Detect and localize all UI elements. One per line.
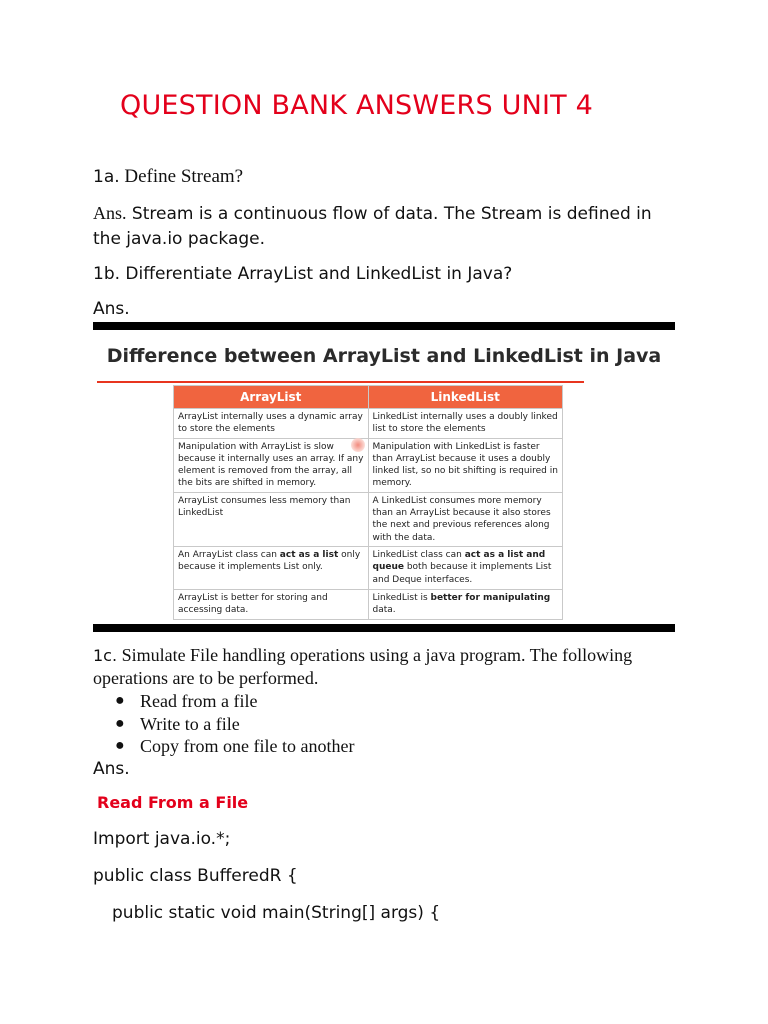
table-cell: ArrayList consumes less memory than LinkedList — [174, 492, 369, 546]
comparison-table — [173, 385, 563, 620]
bottom-divider — [93, 624, 675, 632]
code-line: public static void main(String[] args) { — [112, 903, 441, 923]
column-header-linkedlist: LinkedList — [368, 386, 563, 409]
cell-text: data. — [372, 605, 396, 616]
column-header-arraylist: ArrayList — [174, 386, 369, 409]
question-1a — [93, 166, 243, 188]
bullet-icon: ● — [115, 714, 125, 732]
figure-underline — [97, 381, 584, 383]
page-title: QUESTION BANK ANSWERS UNIT 4 — [120, 90, 593, 121]
table-row — [174, 438, 563, 492]
code-line: Import java.io.*; — [93, 829, 231, 849]
table-cell: LinkedList internally uses a doubly linked list to store the elements — [368, 409, 563, 439]
cell-bold-text: act as a list and queue — [372, 549, 546, 573]
cell-bold-text: better for manipulating — [430, 592, 551, 603]
code-line: public class BufferedR { — [93, 866, 298, 886]
cursor-highlight-dot — [351, 438, 365, 452]
operations-list — [93, 690, 354, 758]
cell-text: An ArrayList class can — [178, 549, 280, 560]
table-cell — [368, 589, 563, 619]
question-number: 1a. — [93, 167, 120, 187]
list-item-text: Copy from one file to another — [140, 736, 355, 756]
table-cell: A LinkedList consumes more memory than an ArrayList because it also stores the next and previous references along with the data. — [368, 492, 563, 546]
question-1c — [93, 644, 673, 690]
table-header-row — [174, 386, 563, 409]
question-text: Simulate File handling operations using a java program. The following operations are to be performed. — [93, 645, 633, 688]
question-number: 1c. — [93, 646, 118, 665]
table-cell: Manipulation with LinkedList is faster than ArrayList because it uses a doubly linked list, so no bit shifting is required in memory. — [368, 438, 563, 492]
table-cell: Manipulation with ArrayList is slow because it internally uses an array. If any element is removed from the array, all the bits are shifted in memory. — [174, 438, 369, 492]
list-item-text: Read from a file — [140, 691, 258, 711]
answer-1b-label: Ans. — [93, 299, 130, 319]
cell-text: both because it implements List and Deque interfaces. — [372, 562, 552, 585]
bullet-icon: ● — [115, 737, 125, 754]
answer-1c-label: Ans. — [93, 759, 130, 779]
table-row — [174, 409, 563, 439]
question-text: Define Stream? — [119, 166, 244, 187]
table-cell — [174, 546, 369, 589]
bullet-icon: ● — [115, 692, 125, 709]
cell-text: LinkedList class can — [372, 549, 465, 560]
table-cell — [368, 546, 563, 589]
cell-text: LinkedList is — [372, 592, 431, 603]
table-cell: ArrayList is better for storing and accessing data. — [174, 589, 369, 619]
answer-label: Ans. — [93, 203, 127, 223]
cell-bold-text: act as a list — [279, 549, 339, 560]
list-item-text: Write to a file — [140, 713, 240, 734]
table-row — [174, 492, 563, 546]
cell-text: only because it implements List only. — [178, 549, 361, 573]
list-item — [93, 713, 354, 736]
figure-title: Difference between ArrayList and LinkedList in Java — [106, 345, 662, 367]
table-cell: ArrayList internally uses a dynamic array to store the elements — [174, 409, 369, 439]
list-item — [93, 735, 354, 758]
question-1b: 1b. Differentiate ArrayList and LinkedList in Java? — [93, 264, 513, 284]
section-heading: Read From a File — [97, 793, 249, 812]
list-item — [93, 690, 354, 713]
top-divider — [93, 322, 675, 330]
answer-text: Stream is a continuous flow of data. The Stream is defined in the java.io package. — [93, 204, 652, 249]
answer-1a — [93, 201, 673, 252]
table-row — [174, 589, 563, 619]
table-row — [174, 546, 563, 589]
